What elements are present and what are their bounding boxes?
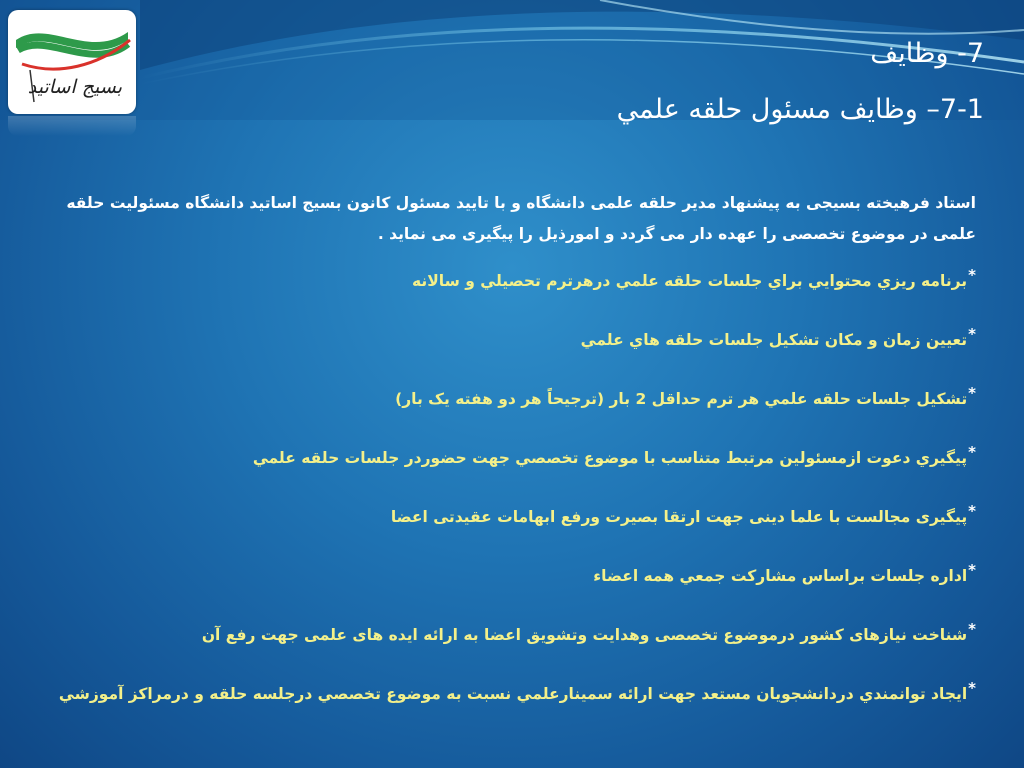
bullet-item: [20, 614, 976, 650]
bullet-item: [20, 378, 976, 414]
bullet-star-icon: *: [968, 443, 976, 461]
bullet-text: برنامه ريزي محتوايي براي جلسات حلقه علمي درهرترم تحصيلي و سالانه: [412, 272, 968, 290]
bullet-star-icon: *: [968, 561, 976, 579]
bullet-text: تعيين زمان و مكان تشكيل جلسات حلقه هاي علمي: [580, 331, 968, 349]
bullet-text: پيگيری مجالست با علما دينی جهت ارتقا بصيرت ورفع ابهامات عقيدتی اعضا: [390, 508, 968, 526]
slide-title: 7- وظايف: [870, 38, 984, 69]
bullet-star-icon: *: [968, 620, 976, 638]
basij-asatid-logo: [8, 10, 136, 114]
intro-paragraph: استاد فرهیخته بسیجی به پیشنهاد مدیر حلقه علمی دانشگاه و با تایید مسئول کانون بسیج اساتید دانشگاه مسئولیت حلقه علمی در موضوع تخصصی را عهده دار می گردد و امورذیل را پیگیری می نماید .: [66, 194, 976, 243]
bullet-star-icon: *: [968, 679, 976, 697]
bullet-text: شناخت نيازهای کشور درموضوع تخصصی وهدايت وتشويق اعضا به ارائه ايده های علمی جهت رفع آن: [201, 626, 968, 644]
bullet-star-icon: *: [968, 325, 976, 343]
bullet-item: [20, 260, 976, 296]
bullet-star-icon: *: [968, 384, 976, 402]
bullet-item: [20, 437, 976, 473]
bullet-text: پيگيري دعوت ازمسئولين مرتبط متناسب با موضوع تخصصي جهت حضوردر جلسات حلقه علمي: [252, 449, 968, 467]
bullet-item: [20, 319, 976, 355]
slide-subtitle: 7-1– وظايف مسئول حلقه علمي: [616, 94, 984, 125]
logo-reflection: [8, 116, 136, 136]
bullet-text: تشكيل جلسات حلقه علمي هر ترم حداقل 2 بار (ترجيحاً هر دو هفته يک بار): [395, 390, 968, 408]
bullet-star-icon: *: [968, 266, 976, 284]
bullet-item: [20, 673, 976, 709]
bullet-text: اداره جلسات براساس مشاركت جمعي همه اعضاء: [593, 567, 968, 585]
slide-content: [20, 188, 976, 732]
flag-emblem-icon: [8, 10, 136, 114]
bullet-item: [20, 555, 976, 591]
logo-text: بسیج اساتید: [27, 76, 122, 98]
bullet-star-icon: *: [968, 502, 976, 520]
bullet-text: ايجاد توانمندي دردانشجويان مستعد جهت ارائه سمينارعلمي نسبت به موضوع تخصصي درجلسه حلقه و درمراكز آموزشي: [58, 685, 968, 703]
bullet-item: [20, 496, 976, 532]
